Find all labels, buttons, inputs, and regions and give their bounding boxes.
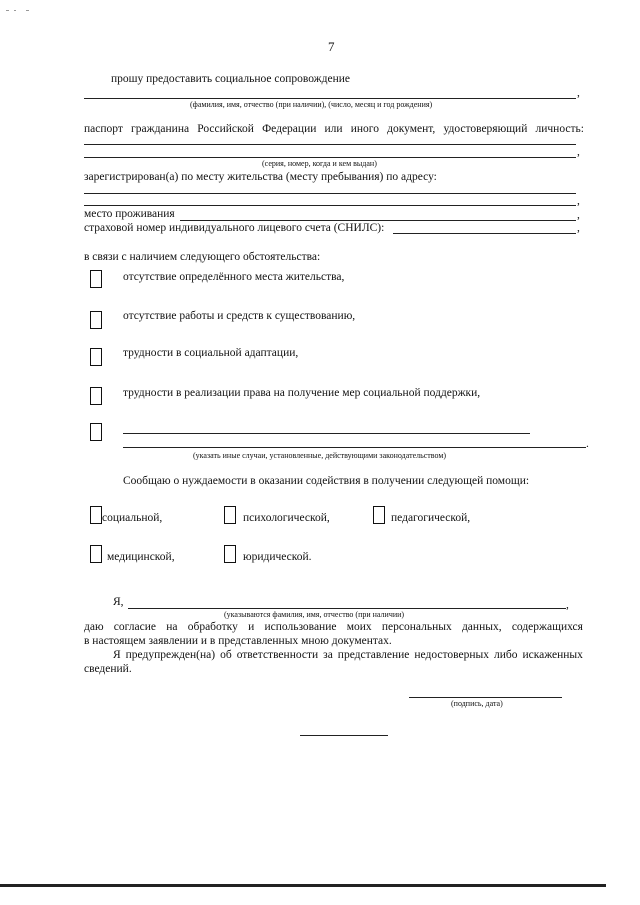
warning-text-word: либо	[493, 649, 518, 661]
consent-text-word: данных,	[461, 621, 502, 633]
option-social-help: социальной,	[102, 512, 163, 524]
passport-label-word: иного	[350, 123, 379, 135]
warning-text-word: за	[323, 649, 333, 661]
passport-label-word: паспорт	[84, 123, 123, 135]
checkbox-no-work[interactable]	[90, 311, 102, 329]
registration-line-2[interactable]	[84, 205, 576, 206]
option-psychological-help: психологической,	[243, 512, 330, 524]
passport-line-2[interactable]	[84, 157, 576, 158]
page-number: 7	[328, 39, 335, 54]
circumstances-intro: в связи с наличием следующего обстоятельства:	[84, 251, 321, 263]
end-rule	[300, 735, 388, 736]
consent-text-word: и	[248, 621, 255, 633]
consent-text-word: моих	[346, 621, 372, 633]
consent-name-line[interactable]	[128, 608, 566, 609]
consent-prefix: Я,	[113, 596, 124, 608]
option-no-residence: отсутствие определённого места жительства,	[123, 271, 345, 283]
consent-text-line-2: в настоящем заявлении и в представленных мною документах.	[84, 635, 392, 647]
residence-label: место проживания	[84, 208, 175, 220]
option-social-adaptation: трудности в социальной адаптации,	[123, 347, 299, 359]
consent-text-word: даю	[84, 621, 104, 633]
warning-text-line-2: сведений.	[84, 663, 132, 675]
option-no-work: отсутствие работы и средств к существованию,	[123, 310, 356, 322]
checkbox-social-help[interactable]	[90, 506, 102, 524]
snils-label: страховой номер индивидуального лицевого счета (СНИЛС):	[84, 222, 385, 234]
warning-text-word: недостоверных	[414, 649, 489, 661]
applicant-name-caption: (фамилия, имя, отчество (при наличии), (число, месяц и год рождения)	[190, 100, 433, 109]
warning-text-word: представление	[337, 649, 410, 661]
option-pedagogical-help: педагогической,	[391, 512, 471, 524]
assistance-intro: Сообщаю о нуждаемости в оказании содействия в получении следующей помощи:	[123, 475, 530, 487]
scan-mark	[26, 10, 29, 11]
passport-label-word: или	[324, 123, 343, 135]
document-page: 7 прошу предоставить социальное сопровождение , (фамилия, имя, отчество (при наличии), (число, месяц и год рождения) паспорт гражданина Российской Федерации или иного документ, удостоверяющий личность: , (серия, номер, когда и кем выдан) зарегистрирован(а) по месту жительства (месту пребывания) по адресу: , место проживания , страховой номер индивидуального лицевого счета (СНИЛС): , в связи с наличием следующего обстоятельства: отсутствие определённого места жительства, отсутствие работы и средств к существованию, трудности в социальной адаптации, трудности в реализации права на получение мер социальной поддержки, . (указать иные случаи, установленные, действующими законодательством) Сообщаю о нуждаемости в оказании содействия в получении следующей помощи: социальной, психологической, педагогической, медицинской, юридической. Я, , (указываются фамилия, имя, отчество (при наличии) даю согласие на обработку и использование моих персональных данных, содержащихся в настоящем заявлении и в представленных мною документах. Я предупрежден(на) об ответственности за представление недостоверных либо искаженных сведений. (подпись, дата)	[0, 0, 640, 905]
registration-label: зарегистрирован(а) по месту жительства (месту пребывания) по адресу:	[84, 171, 437, 183]
passport-label-word: личность:	[535, 123, 584, 135]
warning-text-word: ответственности	[236, 649, 319, 661]
option-legal-help: юридической.	[243, 551, 312, 563]
passport-line-1[interactable]	[84, 144, 576, 145]
option-social-support: трудности в реализации права на получение мер социальной поддержки,	[123, 387, 481, 399]
snils-line[interactable]	[393, 233, 576, 234]
consent-text-word: персональных	[381, 621, 452, 633]
request-text: прошу предоставить социальное сопровождение	[111, 73, 350, 85]
passport-label	[84, 124, 584, 136]
warning-text-word: искаженных	[522, 649, 583, 661]
other-case-caption: (указать иные случаи, установленные, действующими законодательством)	[193, 451, 447, 460]
consent-text-word: обработку	[187, 621, 238, 633]
passport-label-word: Федерации	[262, 123, 317, 135]
signature-caption: (подпись, дата)	[451, 699, 503, 708]
checkbox-psychological-help[interactable]	[224, 506, 236, 524]
consent-text-word: согласие	[113, 621, 156, 633]
scan-mark	[14, 10, 16, 11]
applicant-name-line[interactable]	[84, 98, 576, 99]
checkbox-medical-help[interactable]	[90, 545, 102, 563]
checkbox-legal-help[interactable]	[224, 545, 236, 563]
checkbox-no-residence[interactable]	[90, 270, 102, 288]
passport-caption: (серия, номер, когда и кем выдан)	[262, 159, 377, 168]
passport-label-word: удостоверяющий	[443, 123, 528, 135]
consent-text-line-1	[84, 622, 583, 634]
registration-line-1[interactable]	[84, 193, 576, 194]
scan-mark	[6, 10, 9, 11]
consent-text-word: на	[166, 621, 178, 633]
checkbox-other[interactable]	[90, 423, 102, 441]
warning-text-word: об	[220, 649, 232, 661]
signature-line[interactable]	[409, 697, 562, 698]
option-medical-help: медицинской,	[107, 551, 175, 563]
warning-text-word: предупрежден(на)	[125, 649, 216, 661]
warning-text-line-1	[113, 650, 583, 662]
other-case-line-1[interactable]	[123, 433, 530, 434]
residence-line[interactable]	[180, 220, 576, 221]
scan-bottom-border	[0, 884, 606, 887]
checkbox-social-adaptation[interactable]	[90, 348, 102, 366]
passport-label-word: гражданина	[131, 123, 190, 135]
passport-label-word: Российской	[197, 123, 254, 135]
passport-label-word: документ,	[387, 123, 436, 135]
consent-caption: (указываются фамилия, имя, отчество (при наличии)	[224, 610, 405, 619]
warning-text-word: Я	[113, 649, 121, 661]
consent-text-word: использование	[264, 621, 337, 633]
consent-text-word: содержащихся	[511, 621, 583, 633]
checkbox-pedagogical-help[interactable]	[373, 506, 385, 524]
checkbox-social-support[interactable]	[90, 387, 102, 405]
other-case-line-2[interactable]	[123, 447, 586, 448]
